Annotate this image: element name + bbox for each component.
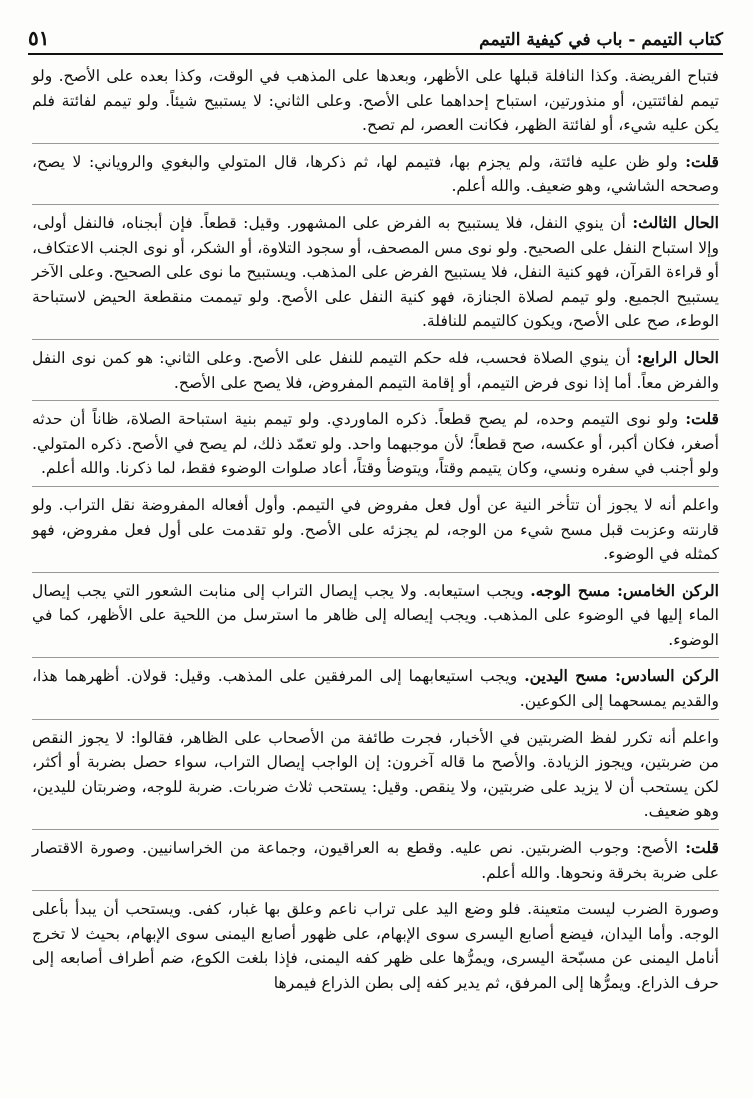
divider (32, 657, 719, 658)
paragraph-text: ولو نوى التيمم وحده، لم يصح قطعاً. ذكره الماوردي. ولو تيمم بنية استباحة الصلاة، ظاناً أن حدثه أصغر، فكان أكبر، أو عكسه، صح قطعاً؛ لأن موجبهما واحد. ولو تعمّد ذلك، لم يصح في الأصح. ذكره المتولي. ولو أجنب في سفره ونسي، وكان يتيمم وقتاً، ويتوضأ وقتاً، أعاد صلوات الوضوء فقط، لما ذكرنا. والله أعلم. (32, 410, 719, 478)
paragraph-text: فتباح الفريضة. وكذا النافلة قبلها على الأظهر، وبعدها على المذهب في الوقت، وكذا بعده على الأصح. ولو تيمم لفائتتين، أو منذورتين، استباح إحداهما على الأصح. وعلى الثاني: لا يستبيح شيئاً. ولو تيمم لفائتة فلم يكن عليه شيء، أو لفائتة الظهر، فكانت العصر، لم تصح. (32, 67, 719, 135)
paragraph-lead: الحال الثالث: (632, 212, 719, 232)
paragraph (32, 407, 719, 481)
paragraph-text: ويجب استيعابه. ولا يجب إيصال التراب إلى منابت الشعور التي يجب إيصال الماء إليها في الوضوء على المذهب. ويجب إيصاله إلى ظاهر ما استرسل من اللحية على الأظهر، كما في الوضوء. (32, 581, 719, 649)
paragraph (32, 897, 719, 995)
paragraph-text: ويجب استيعابهما إلى المرفقين على المذهب. وقيل: قولان. أظهرهما هذا، والقديم يمسحهما إلى الكوعين. (32, 667, 719, 711)
paragraph (32, 836, 719, 885)
paragraph (32, 346, 719, 395)
divider (32, 486, 719, 487)
divider (32, 339, 719, 340)
divider (32, 143, 719, 144)
paragraph (32, 664, 719, 713)
divider (32, 400, 719, 401)
page-header (28, 24, 723, 55)
paragraph-text: ولو ظن عليه فائتة، ولم يجزم بها، فتيمم لها، ثم ذكرها، قال المتولي والبغوي والروياني: لا يصح، وصححه الشاشي، وهو ضعيف. والله أعلم. (32, 152, 719, 196)
paragraph-text: واعلم أنه تكرر لفظ الضربتين في الأخبار، فجرت طائفة من الأصحاب على الظاهر، فقالوا: لا يجوز النقص من ضربتين، ويجوز الزيادة. والأصح ما قاله آخرون: إن الواجب إيصال التراب، سواء حصل بضربة أو أكثر، لكن يستحب أن لا يزيد على ضربتين، ولا ينقص. وقيل: يستحب ثلاث ضربات. ضربة للوجه، وضربتان لليدين، وهو ضعيف. (32, 728, 719, 821)
paragraph-text: الأصح: وجوب الضربتين. نص عليه. وقطع به العراقيون، وجماعة من الخراسانيين. وصورة الاقتصار على ضربة بخرقة ونحوها. والله أعلم. (32, 839, 719, 882)
paragraph-lead: قلت: (685, 409, 719, 429)
running-title: كتاب التيمم - باب في كيفية التيمم (479, 30, 723, 50)
paragraph-lead: الحال الرابع: (636, 347, 719, 367)
divider (32, 890, 719, 891)
paragraph-text: وصورة الضرب ليست متعينة. فلو وضع اليد على تراب ناعم وعلق بها غبار، كفى. ويستحب أن يبدأ بأعلى الوجه. وأما اليدان، فيضع أصابع اليسرى سوى الإبهام، على ظهور أصابع اليمنى سوى الإبهام، بحيث لا تخرج أنامل اليمنى عن مسبّحة اليسرى، ويمرُّها على ظهر كفه اليمنى، فإذا بلغت الكوع، ضم أطراف أصابعه إلى حرف الذراع. ويمرُّها إلى المرفق، ثم يدير كفه إلى بطن الذراع فيمرها (32, 900, 719, 992)
paragraph (32, 579, 719, 653)
paragraph (32, 150, 719, 199)
paragraph (32, 211, 719, 334)
page-number: ٥١ (28, 26, 50, 50)
page-body (32, 64, 719, 1001)
paragraph-lead: الركن السادس: مسح اليدين. (524, 666, 719, 686)
divider (32, 719, 719, 720)
paragraph-text: أن ينوي الصلاة فحسب، فله حكم التيمم للنفل على الأصح. وعلى الثاني: هو كمن نوى النفل والفرض معاً. أما إذا نوى فرض التيمم، أو إقامة التيمم المفروض، فلا يصح على الأصح. (32, 348, 719, 392)
divider (32, 829, 719, 830)
paragraph (32, 726, 719, 824)
divider (32, 572, 719, 573)
paragraph-lead: قلت: (685, 838, 719, 858)
paragraph-text: واعلم أنه لا يجوز أن تتأخر النية عن أول فعل مفروض في التيمم. وأول أفعاله المفروضة نقل التراب. ولو قارنته وعزبت قبل مسح شيء من الوجه، لم يجزئه على الأصح. ولو تقدمت على أول فعل مفروض، فهو كمثله في الوضوء. (32, 495, 719, 564)
paragraph-lead: الركن الخامس: مسح الوجه. (530, 580, 719, 600)
paragraph-text: أن ينوي النفل، فلا يستبيح به الفرض على المشهور. وقيل: قطعاً. فإن أبجناه، فالنفل أولى، وإلا استباح النفل على الصحيح. ولو نوى مس المصحف، أو سجود التلاوة، أو الشكر، أو نوى الجنب الاعتكاف، أو قراءة القرآن، فهو كنية النفل، فلا يستبيح الفرض على المذهب. ويستبيح ما نوى على الصحيح. وعلى الآخر يستبيح الجميع. ولو تيمم لصلاة الجنازة، فهو كنية النفل على الأصح. ولو تيممت منقطعة الحيض لاستباحة الوطء، صح على الأصح، ويكون كالتيمم للنافلة. (32, 213, 719, 331)
paragraph (32, 493, 719, 567)
paragraph (32, 64, 719, 138)
paragraph-lead: قلت: (685, 151, 719, 171)
divider (32, 204, 719, 205)
